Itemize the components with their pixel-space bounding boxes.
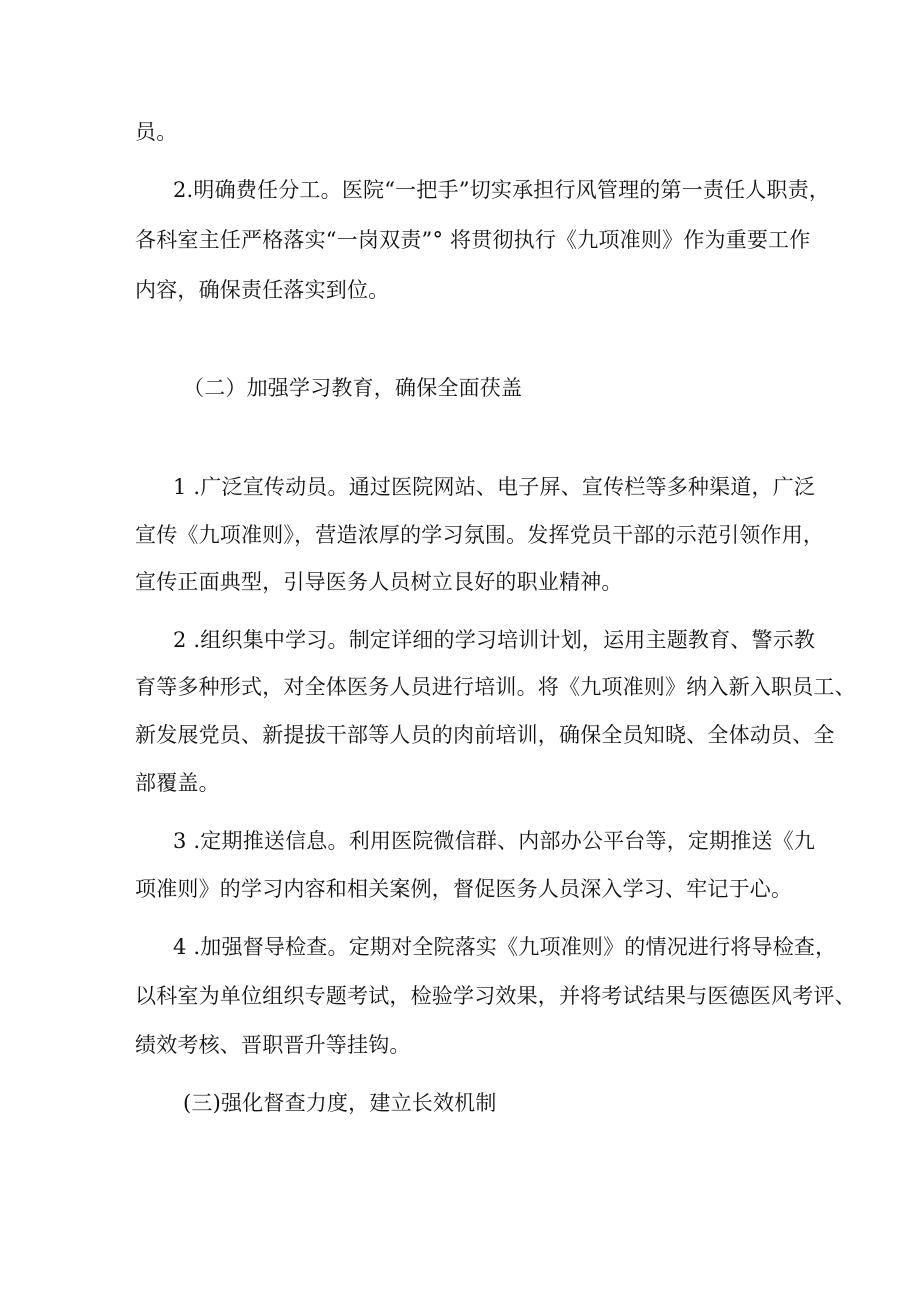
text-line: 各科室主任严格落实“一岗双责”° 将贯彻执行《九项准则》作为重要工作	[135, 228, 811, 252]
text-line: 1 .广泛宣传动员。通过医院网站、电子屏、宣传栏等多种渠道，广泛	[173, 475, 816, 499]
text-line: 2.明确费任分工。医院“一把手”切实承担行风管理的第一责任人职责，	[173, 178, 831, 202]
text-line: 部覆盖。	[135, 771, 220, 795]
text-line: 新发展党员、新提拔干部等人员的肉前培训，确保全员知晓、全体动员、全	[135, 723, 835, 747]
text-line: 2 .组织集中学习。制定详细的学习培训计划，运用主题教育、警示教	[173, 628, 816, 652]
text-line: 项准则》的学习内容和相关案例，督促医务人员深入学习、牢记于心。	[135, 877, 793, 901]
text-line: 育等多种形式，对全体医务人员进行培训。将《九项准则》纳入新入职员工、	[135, 675, 856, 699]
text-line: 绩效考核、晋职晋升等挂钩。	[135, 1033, 411, 1057]
text-line: 宣传《九项准则》，营造浓厚的学习氛围。发挥党员干部的示范引领作用，	[135, 523, 825, 547]
text-line: 员。	[135, 120, 178, 144]
text-line: 宣传正面典型，引导医务人员树立艮好的职业精神。	[135, 570, 623, 594]
section-heading: (三)强化督查力度，建立长效机制	[183, 1091, 497, 1115]
section-heading: （二）加强学习教育，确保全面茯盖	[183, 376, 523, 400]
text-line: 以科室为单位组织专题考试，检验学习效果，并将考试结果与医德医风考评、	[135, 984, 856, 1008]
text-line: 4 .加强督导检查。定期对全院落实《九项准则》的情况进行将导检查，	[173, 935, 837, 959]
text-line: 内容，确保责任落实到位。	[135, 278, 390, 302]
text-line: 3 .定期推送信息。利用医院微信群、内部办公平台等，定期推送《九	[173, 829, 816, 853]
